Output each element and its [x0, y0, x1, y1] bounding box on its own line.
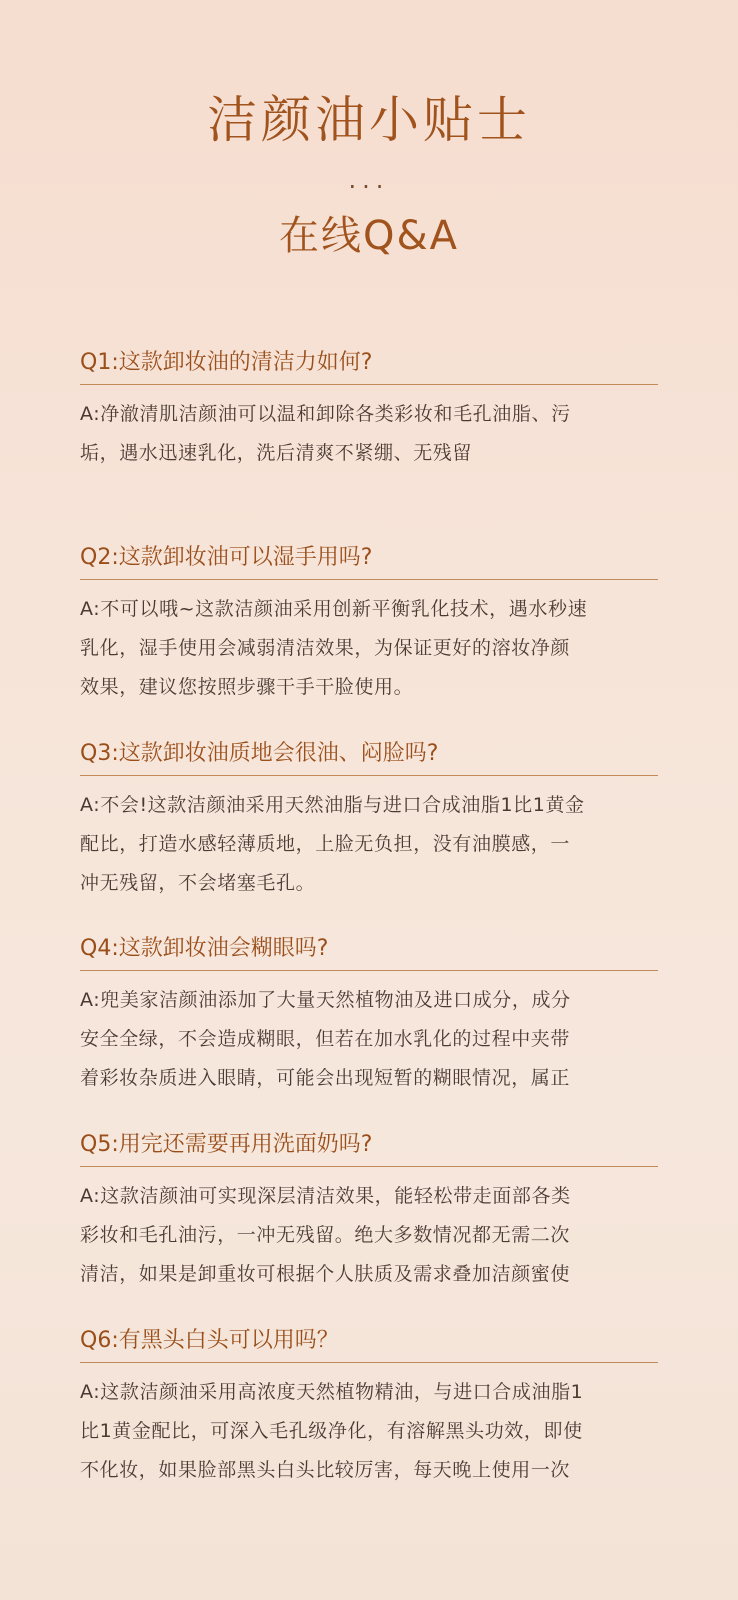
answer-line: A:兜美家洁颜油添加了大量天然植物油及进口成分，成分	[80, 989, 571, 1011]
answer-line: 安全全绿，不会造成糊眼，但若在加水乳化的过程中夹带	[80, 1028, 571, 1050]
answer-line: 着彩妆杂质进入眼睛，可能会出现短暂的糊眼情况，属正	[80, 1067, 571, 1089]
qa-item-1	[80, 348, 658, 473]
answer-line: 效果，建议您按照步骤干手干脸使用。	[80, 676, 414, 698]
ellipsis-divider: ...	[348, 166, 390, 194]
answer-text	[80, 786, 658, 903]
answer-line: 冲无残留，不会堵塞毛孔。	[80, 872, 316, 894]
answer-text	[80, 1177, 658, 1294]
question-heading: Q6:有黑头白头可以用吗？	[80, 1326, 658, 1363]
answer-text	[80, 1373, 658, 1490]
answer-text	[80, 395, 658, 473]
answer-line: A:净澈清肌洁颜油可以温和卸除各类彩妆和毛孔油脂、污	[80, 403, 571, 425]
question-heading: Q2:这款卸妆油可以湿手用吗?	[80, 543, 658, 580]
answer-line: A:不会!这款洁颜油采用天然油脂与进口合成油脂1比1黄金	[80, 794, 585, 816]
answer-line: 配比，打造水感轻薄质地，上脸无负担，没有油膜感，一	[80, 833, 571, 855]
answer-line: 不化妆，如果脸部黑头白头比较厉害，每天晚上使用一次	[80, 1459, 571, 1481]
page-title: 洁颜油小贴士	[207, 91, 531, 149]
answer-line: 彩妆和毛孔油污，一冲无残留。绝大多数情况都无需二次	[80, 1224, 571, 1246]
question-heading: Q5:用完还需要再用洗面奶吗?	[80, 1130, 658, 1167]
qa-item-2	[80, 543, 658, 707]
question-heading: Q3:这款卸妆油质地会很油、闷脸吗?	[80, 739, 658, 776]
answer-line: 乳化，湿手使用会减弱清洁效果，为保证更好的溶妆净颜	[80, 637, 571, 659]
answer-text	[80, 981, 658, 1098]
question-heading: Q4:这款卸妆油会糊眼吗?	[80, 934, 658, 971]
qa-item-4	[80, 934, 658, 1098]
answer-line: A:不可以哦~这款洁颜油采用创新平衡乳化技术，遇水秒速	[80, 598, 588, 620]
qa-item-3	[80, 739, 658, 903]
header	[0, 0, 738, 300]
question-heading: Q1:这款卸妆油的清洁力如何?	[80, 348, 658, 385]
qa-item-6	[80, 1326, 658, 1490]
answer-line: A:这款洁颜油采用高浓度天然植物精油，与进口合成油脂1	[80, 1381, 584, 1403]
page-subtitle: 在线Q&A	[278, 213, 460, 259]
answer-line: 垢，遇水迅速乳化，洗后清爽不紧绷、无残留	[80, 442, 473, 464]
answer-text	[80, 590, 658, 707]
answer-line: 比1黄金配比，可深入毛孔级净化，有溶解黑头功效，即使	[80, 1420, 583, 1442]
answer-line: 清洁，如果是卸重妆可根据个人肤质及需求叠加洁颜蜜使	[80, 1263, 571, 1285]
qa-item-5	[80, 1130, 658, 1294]
answer-line: A:这款洁颜油可实现深层清洁效果，能轻松带走面部各类	[80, 1185, 571, 1207]
